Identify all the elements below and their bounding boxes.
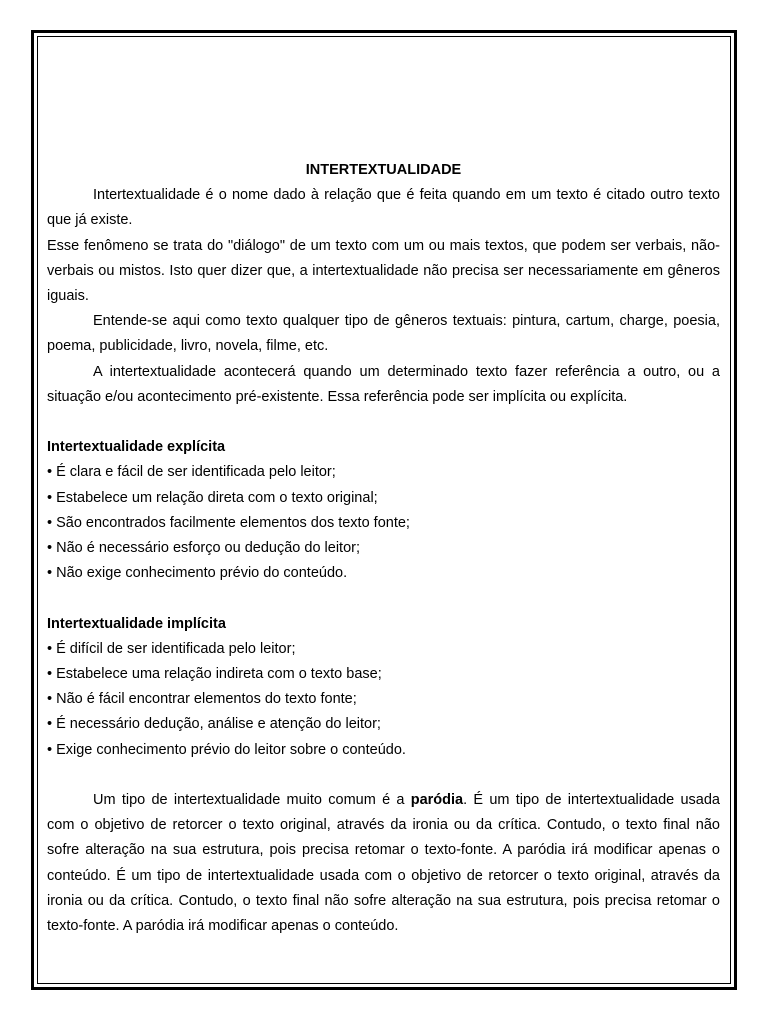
closing-text-before: Um tipo de intertextualidade muito comum é a [93,792,411,809]
list-item: • É clara e fácil de ser identificada pelo leitor; [47,464,336,481]
spacer [47,586,720,611]
intro-paragraph-4: A intertextualidade acontecerá quando um determinado texto fazer referência a outro, ou a situação e/ou acontecimento pré-existente. Essa referência pode ser implícita ou explícita. [47,363,720,405]
spacer [47,410,720,435]
intro-paragraph-1: Intertextualidade é o nome dado à relação que é feita quando em um texto é citado outro texto que já existe. [47,187,720,229]
list-item: • Não exige conhecimento prévio do conteúdo. [47,565,348,582]
implicit-section-heading: Intertextualidade implícita [47,615,226,632]
document-title: INTERTEXTUALIDADE [305,162,462,178]
intro-paragraph-3: Entende-se aqui como texto qualquer tipo de gêneros textuais: pintura, cartum, charge, poesia, poema, publicidade, livro, novela, filme, etc. [47,313,720,355]
list-item: • Estabelece um relação direta com o texto original; [47,489,378,506]
spacer [47,763,720,788]
parodia-emphasis: paródia [410,792,464,809]
explicit-list [47,460,720,586]
list-item: • Não é fácil encontrar elementos do texto fonte; [47,691,357,708]
list-item: • Exige conhecimento prévio do leitor sobre o conteúdo. [47,741,406,758]
list-item: • Estabelece uma relação indireta com o texto base; [47,666,382,683]
list-item: • É difícil de ser identificada pelo leitor; [47,640,296,657]
closing-text-after: . É um tipo de intertextualidade usada com o objetivo de retorcer o texto original, através da ironia ou da crítica. Contudo, o texto final não sofre alteração na sua estrutura, pois precisa retomar o texto-fonte. A paródia irá modificar apenas o conteúdo. É um tipo de intertextualidade usada com o objetivo de retorcer o texto original, através da ironia ou da crítica. Contudo, o texto final não sofre alteração na sua estrutura, pois precisa retomar o texto-fonte. A paródia irá modificar apenas o conteúdo. [47,792,720,935]
list-item: • Não é necessário esforço ou dedução do leitor; [47,540,360,557]
closing-paragraph [47,788,720,939]
list-item: • É necessário dedução, análise e atenção do leitor; [47,716,381,733]
list-item: • São encontrados facilmente elementos dos texto fonte; [47,514,410,531]
explicit-section-heading: Intertextualidade explícita [47,439,226,456]
intro-paragraph-2: Esse fenômeno se trata do "diálogo" de um texto com um ou mais textos, que podem ser verbais, não-verbais ou mistos. Isto quer dizer que, a intertextualidade não precisa ser necessariamente em gêneros iguais. [47,237,720,305]
implicit-list [47,637,720,763]
document-body [47,158,720,939]
